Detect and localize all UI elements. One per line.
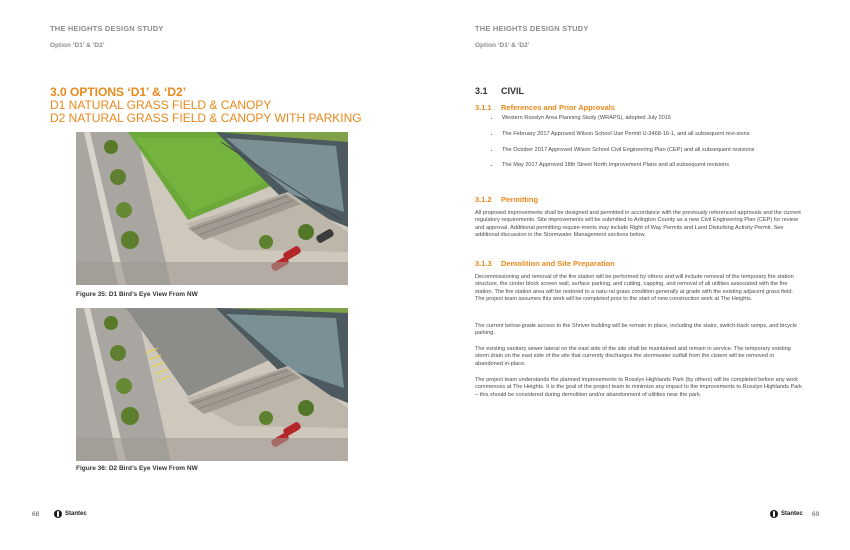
right-page (425, 0, 850, 550)
subsection-number: 3.1.2 (475, 195, 492, 204)
figure-36-caption: Figure 36: D2 Bird’s Eye View From NW (76, 465, 198, 472)
subsection-number: 3.1.3 (475, 259, 492, 268)
header-title: THE HEIGHTS DESIGN STUDY (475, 24, 589, 33)
header-subtitle: Option ‘D1’ & ‘D2’ (475, 42, 530, 49)
list-item: • The October 2017 Approved Wilson School Civil Engineering Plan (CEP) and all subsequent revisions (500, 147, 818, 154)
list-item: • The May 2017 Approved 18th Street North Improvement Plans and all subsequent revisions (500, 162, 818, 169)
logo-text: Stantec (65, 511, 87, 517)
option-d2-title: D2 NATURAL GRASS FIELD & CANOPY WITH PARKING (50, 111, 362, 125)
references-list (487, 115, 818, 178)
demolition-paragraph: The existing sanitary sewer lateral on the east side of the site shall be maintained and remain in service. The temporary existing storm drain on the east side of the site that currently discharges the stormwater outfall from the cistern will be removed or abandoned in-place. (475, 346, 791, 367)
list-item: • Western Rosslyn Area Planning Study (WRAPS), adopted July 2015 (500, 115, 818, 122)
section-number: 3.1 (475, 86, 488, 96)
section-title: 3.0 OPTIONS ‘D1’ & ‘D2’ (50, 85, 187, 99)
page-number: 69 (812, 511, 820, 518)
permitting-paragraph: All proposed improvements shall be designed and permitted in accordance with the previously referenced approvals and the current regulatory requirements. Site improvements will be submitted to Arlington County as a new Civil Engineering Plan (CEP) for review and approval. Additional permitting require-ments may include Right of Way Permits and Land Disturbing Activity Permit. See additional discussion in the Stormwater Management sections below. (475, 210, 801, 238)
page-number: 68 (32, 511, 40, 518)
subsection-title: Demolition and Site Preparation (501, 259, 615, 268)
stantec-logo (770, 510, 803, 518)
section-heading (50, 86, 362, 125)
section-title: CIVIL (501, 86, 525, 96)
stantec-logo-icon (54, 510, 62, 518)
subsection-number: 3.1.1 (475, 103, 492, 112)
subsection-heading-permitting (475, 195, 538, 204)
subsection-title: Permitting (501, 195, 539, 204)
header-subtitle: Option ‘D1’ & ‘D2’ (50, 42, 105, 49)
demolition-paragraph: Decommissioning and removal of the fire station will be performed by others and will include removal of the temporary fire station structure, the cinder block screen wall, surface parking, and cutting, capping, and removal of all utilities associated with the fire station. The fire station area will be restored to a natu-ral grass condition generally at grade with the existing adjacent grass field. The project team assumes this work will be completed prior to the start of new construction work at The Heights. (475, 274, 794, 302)
figure-d2-render (76, 308, 348, 461)
figure-35-caption: Figure 35: D1 Bird’s Eye View From NW (76, 291, 198, 298)
subsection-heading-demolition (475, 259, 615, 268)
option-d1-title: D1 NATURAL GRASS FIELD & CANOPY (50, 98, 272, 112)
subsection-title: References and Prior Approvals (501, 103, 615, 112)
header-title: THE HEIGHTS DESIGN STUDY (50, 24, 164, 33)
figure-d1-render (76, 132, 348, 285)
stantec-logo-icon (770, 510, 778, 518)
subsection-heading-references (475, 103, 615, 112)
demolition-paragraph: The project team understands the planned improvements to Rosslyn Highlands Park (by others) will be completed before any work commences at The Heights. It is the goal of the project team to minimize any impact to the improvements to Rosslyn Highlands Park – this should be considered during demolition and/or abandonment of utilities near the park. (475, 377, 802, 398)
section-heading (475, 86, 524, 96)
demolition-paragraph: The current below-grade access to the Shriver building will be remain in place, including the stairs, switch-back ramps, and bicycle parking. (475, 323, 798, 337)
list-item: • The February 2017 Approved Wilson School Use Permit U-3468-16-1, and all subsequent revi-sions (500, 131, 818, 138)
stantec-logo (54, 510, 87, 518)
logo-text: Stantec (781, 511, 803, 517)
